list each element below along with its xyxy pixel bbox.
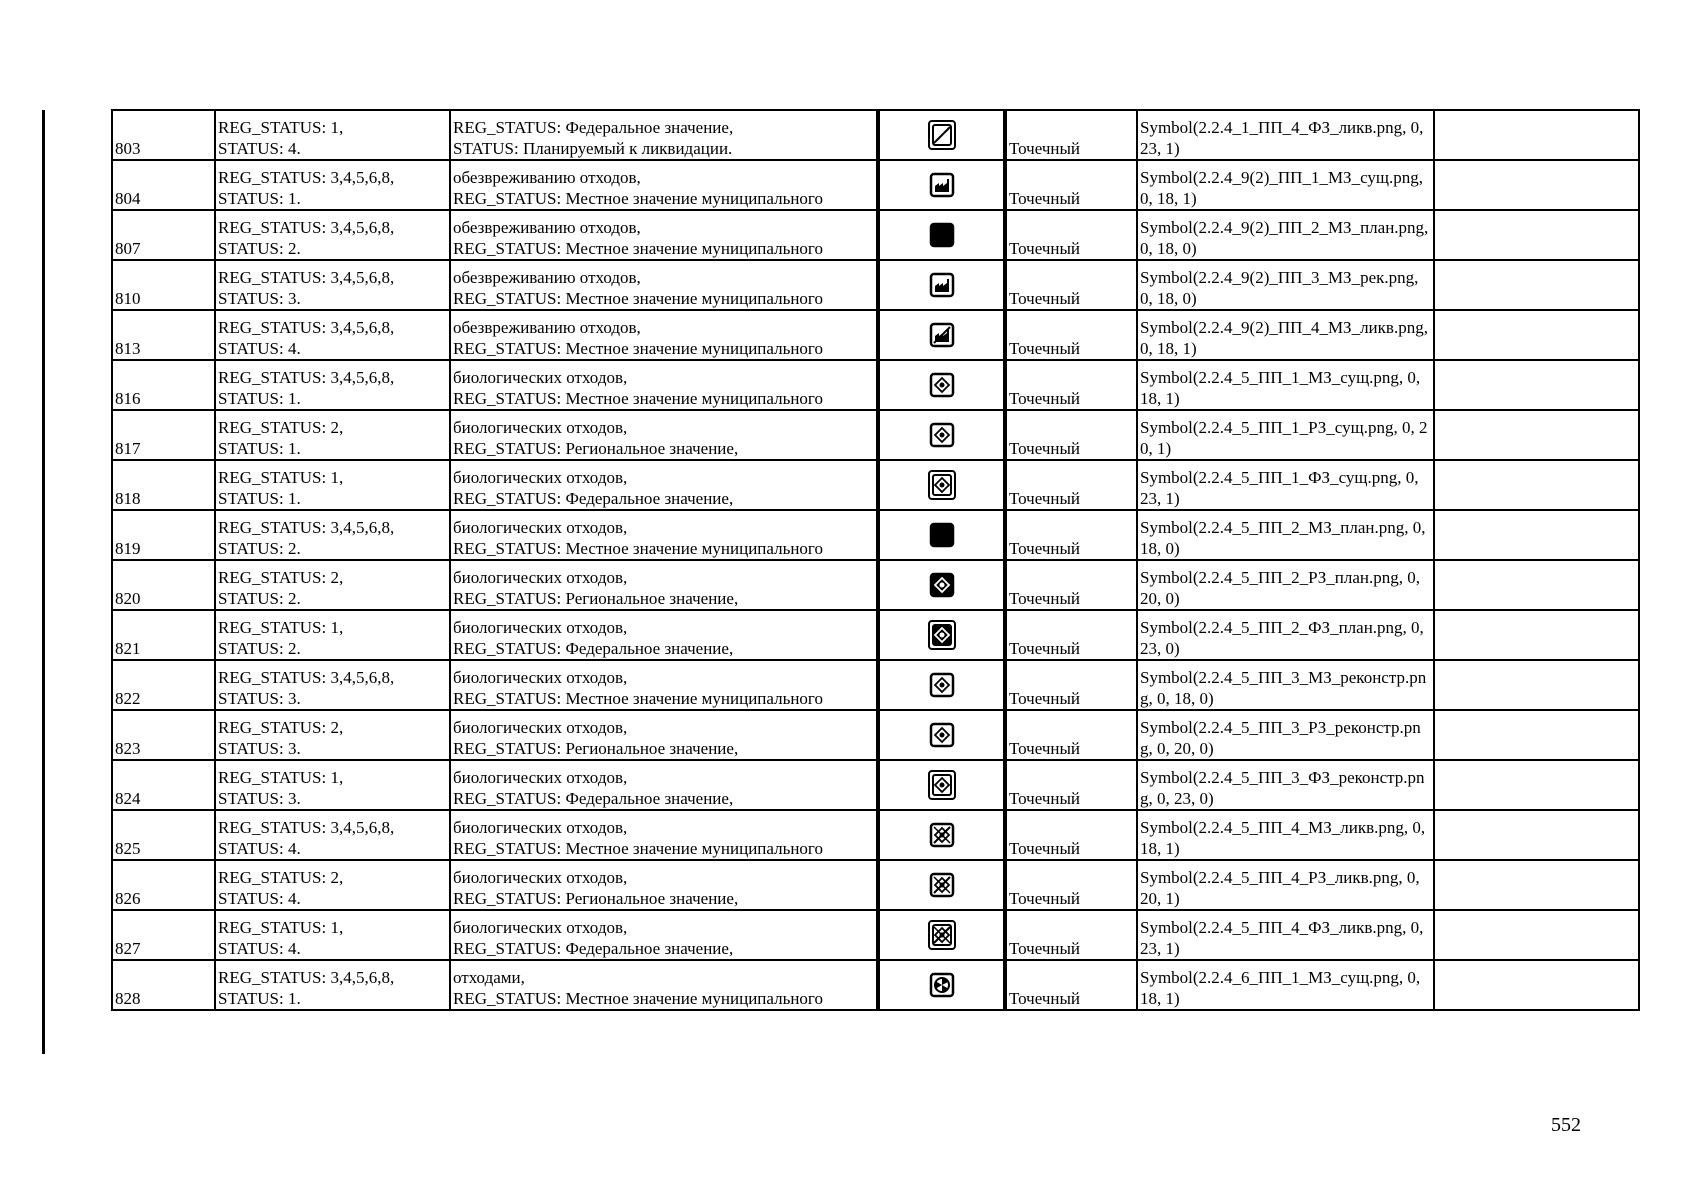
solid-framed-diamond-icon [927, 620, 957, 650]
description-line: биологических отходов, [453, 868, 628, 887]
factory-cross-square-icon [927, 320, 957, 350]
row-code-cell: 820 [112, 560, 215, 610]
row-description-cell [450, 460, 878, 510]
table-row [112, 310, 1639, 360]
row-reg-status-cell [215, 910, 450, 960]
row-code-cell: 821 [112, 610, 215, 660]
row-description-cell [450, 410, 878, 460]
row-geometry-type-cell: Точечный [1005, 110, 1137, 160]
row-symbol-cell [878, 160, 1005, 210]
reg-status-line: STATUS: 4. [218, 839, 301, 858]
description-line: REG_STATUS: Местное значение муниципального [453, 689, 823, 708]
row-symbol-function-cell: Symbol(2.2.4_6_ПП_1_МЗ_сущ.png, 0, 18, 1) [1137, 960, 1434, 1010]
row-reg-status-cell [215, 710, 450, 760]
row-empty-cell [1434, 810, 1639, 860]
description-line: REG_STATUS: Региональное значение, [453, 439, 739, 458]
table-row [112, 160, 1639, 210]
row-symbol-function-cell: Symbol(2.2.4_5_ПП_2_МЗ_план.png, 0, 18, 0) [1137, 510, 1434, 560]
row-symbol-function-cell: Symbol(2.2.4_5_ПП_1_ФЗ_сущ.png, 0, 23, 1) [1137, 460, 1434, 510]
reg-status-line: STATUS: 2. [218, 639, 301, 658]
reg-status-line: REG_STATUS: 3,4,5,6,8, [218, 368, 395, 387]
framed-diamond-cross-icon [927, 920, 957, 950]
reg-status-line: STATUS: 1. [218, 439, 301, 458]
description-line: REG_STATUS: Местное значение муниципального [453, 189, 823, 208]
row-empty-cell [1434, 610, 1639, 660]
framed-cross-square-icon [927, 120, 957, 150]
reg-status-line: REG_STATUS: 1, [218, 768, 344, 787]
description-line: биологических отходов, [453, 368, 628, 387]
row-geometry-type-cell: Точечный [1005, 210, 1137, 260]
row-description-cell [450, 310, 878, 360]
row-description-cell [450, 810, 878, 860]
row-description-cell [450, 660, 878, 710]
radiation-square-icon [927, 970, 957, 1000]
row-symbol-cell [878, 510, 1005, 560]
reg-status-line: REG_STATUS: 3,4,5,6,8, [218, 218, 395, 237]
reg-status-line: REG_STATUS: 3,4,5,6,8, [218, 168, 395, 187]
row-symbol-function-cell: Symbol(2.2.4_9(2)_ПП_3_МЗ_рек.png, 0, 18, 0) [1137, 260, 1434, 310]
reg-status-line: STATUS: 2. [218, 589, 301, 608]
diamond-cross-square-icon [927, 820, 957, 850]
row-symbol-function-cell: Symbol(2.2.4_9(2)_ПП_1_МЗ_сущ.png, 0, 18, 1) [1137, 160, 1434, 210]
row-symbol-cell [878, 910, 1005, 960]
table-row [112, 510, 1639, 560]
factory-square-icon [927, 170, 957, 200]
table-row [112, 460, 1639, 510]
row-symbol-cell [878, 210, 1005, 260]
description-line: REG_STATUS: Региональное значение, [453, 589, 739, 608]
row-code-cell: 803 [112, 110, 215, 160]
row-geometry-type-cell: Точечный [1005, 760, 1137, 810]
description-line: биологических отходов, [453, 468, 628, 487]
reg-status-line: REG_STATUS: 3,4,5,6,8, [218, 968, 395, 987]
row-description-cell [450, 110, 878, 160]
row-code-cell: 807 [112, 210, 215, 260]
row-symbol-cell [878, 260, 1005, 310]
row-reg-status-cell [215, 210, 450, 260]
row-code-cell: 810 [112, 260, 215, 310]
reg-status-line: STATUS: 4. [218, 139, 301, 158]
description-line: обезвреживанию отходов, [453, 168, 641, 187]
table-row [112, 660, 1639, 710]
row-description-cell [450, 160, 878, 210]
row-reg-status-cell [215, 360, 450, 410]
row-description-cell [450, 510, 878, 560]
description-line: REG_STATUS: Местное значение муниципального [453, 389, 823, 408]
row-description-cell [450, 610, 878, 660]
row-empty-cell [1434, 210, 1639, 260]
row-symbol-cell [878, 860, 1005, 910]
row-symbol-cell [878, 560, 1005, 610]
description-line: REG_STATUS: Местное значение муниципального [453, 539, 823, 558]
description-line: биологических отходов, [453, 818, 628, 837]
row-code-cell: 804 [112, 160, 215, 210]
row-symbol-cell [878, 310, 1005, 360]
row-code-cell: 822 [112, 660, 215, 710]
reg-status-line: STATUS: 1. [218, 489, 301, 508]
description-line: биологических отходов, [453, 668, 628, 687]
row-symbol-cell [878, 960, 1005, 1010]
description-line: обезвреживанию отходов, [453, 268, 641, 287]
row-empty-cell [1434, 710, 1639, 760]
row-empty-cell [1434, 410, 1639, 460]
row-symbol-function-cell: Symbol(2.2.4_5_ПП_1_МЗ_сущ.png, 0, 18, 1) [1137, 360, 1434, 410]
row-empty-cell [1434, 860, 1639, 910]
description-line: REG_STATUS: Региональное значение, [453, 889, 739, 908]
row-geometry-type-cell: Точечный [1005, 660, 1137, 710]
row-geometry-type-cell: Точечный [1005, 610, 1137, 660]
table-row [112, 810, 1639, 860]
framed-diamond-icon [927, 770, 957, 800]
table-row [112, 710, 1639, 760]
row-code-cell: 817 [112, 410, 215, 460]
table-row [112, 910, 1639, 960]
row-reg-status-cell [215, 410, 450, 460]
reg-status-line: STATUS: 4. [218, 939, 301, 958]
table-row [112, 360, 1639, 410]
diamond-square-icon [927, 370, 957, 400]
reg-status-line: REG_STATUS: 3,4,5,6,8, [218, 668, 395, 687]
reg-status-line: REG_STATUS: 3,4,5,6,8, [218, 318, 395, 337]
table-row [112, 110, 1639, 160]
row-empty-cell [1434, 660, 1639, 710]
row-symbol-function-cell: Symbol(2.2.4_5_ПП_4_ФЗ_ликв.png, 0, 23, 1) [1137, 910, 1434, 960]
page-number: 552 [1551, 1114, 1581, 1136]
row-description-cell [450, 360, 878, 410]
table-row [112, 410, 1639, 460]
row-empty-cell [1434, 910, 1639, 960]
row-empty-cell [1434, 110, 1639, 160]
row-reg-status-cell [215, 960, 450, 1010]
row-symbol-cell [878, 810, 1005, 860]
row-code-cell: 813 [112, 310, 215, 360]
reg-status-line: REG_STATUS: 3,4,5,6,8, [218, 268, 395, 287]
description-line: REG_STATUS: Федеральное значение, [453, 489, 734, 508]
row-reg-status-cell [215, 860, 450, 910]
reg-status-line: STATUS: 2. [218, 539, 301, 558]
row-empty-cell [1434, 310, 1639, 360]
reg-status-line: STATUS: 1. [218, 989, 301, 1008]
margin-rule [42, 110, 45, 1054]
description-line: REG_STATUS: Местное значение муниципального [453, 289, 823, 308]
description-line: биологических отходов, [453, 568, 628, 587]
row-symbol-function-cell: Symbol(2.2.4_5_ПП_3_РЗ_реконстр.png, 0, 20, 0) [1137, 710, 1434, 760]
description-line: биологических отходов, [453, 718, 628, 737]
row-geometry-type-cell: Точечный [1005, 460, 1137, 510]
row-geometry-type-cell: Точечный [1005, 860, 1137, 910]
reg-status-line: REG_STATUS: 1, [218, 918, 344, 937]
description-line: REG_STATUS: Местное значение муниципального [453, 239, 823, 258]
reg-status-line: STATUS: 1. [218, 189, 301, 208]
row-empty-cell [1434, 360, 1639, 410]
description-line: обезвреживанию отходов, [453, 318, 641, 337]
row-symbol-function-cell: Symbol(2.2.4_5_ПП_1_РЗ_сущ.png, 0, 20, 1) [1137, 410, 1434, 460]
reg-status-line: STATUS: 4. [218, 339, 301, 358]
row-code-cell: 819 [112, 510, 215, 560]
table-row [112, 860, 1639, 910]
description-line: REG_STATUS: Федеральное значение, [453, 789, 734, 808]
factory-square-icon [927, 270, 957, 300]
row-description-cell [450, 760, 878, 810]
row-empty-cell [1434, 460, 1639, 510]
row-symbol-function-cell: Symbol(2.2.4_5_ПП_4_РЗ_ликв.png, 0, 20, 1) [1137, 860, 1434, 910]
diamond-cross-square-icon [927, 870, 957, 900]
row-geometry-type-cell: Точечный [1005, 710, 1137, 760]
reg-status-line: REG_STATUS: 2, [218, 568, 344, 587]
diamond-square-icon [927, 720, 957, 750]
description-line: REG_STATUS: Местное значение муниципального [453, 839, 823, 858]
table-row [112, 760, 1639, 810]
description-line: отходами, [453, 968, 525, 987]
row-reg-status-cell [215, 760, 450, 810]
description-line: биологических отходов, [453, 518, 628, 537]
row-symbol-function-cell: Symbol(2.2.4_9(2)_ПП_2_МЗ_план.png, 0, 18, 0) [1137, 210, 1434, 260]
row-reg-status-cell [215, 510, 450, 560]
row-code-cell: 826 [112, 860, 215, 910]
table-row [112, 560, 1639, 610]
row-empty-cell [1434, 960, 1639, 1010]
reg-status-line: REG_STATUS: 2, [218, 418, 344, 437]
row-code-cell: 827 [112, 910, 215, 960]
row-symbol-function-cell: Symbol(2.2.4_5_ПП_3_ФЗ_реконстр.png, 0, 23, 0) [1137, 760, 1434, 810]
table-row [112, 960, 1639, 1010]
framed-diamond-icon [927, 470, 957, 500]
row-symbol-cell [878, 610, 1005, 660]
description-line: биологических отходов, [453, 918, 628, 937]
row-geometry-type-cell: Точечный [1005, 160, 1137, 210]
row-reg-status-cell [215, 660, 450, 710]
row-description-cell [450, 260, 878, 310]
diamond-square-icon [927, 420, 957, 450]
row-geometry-type-cell: Точечный [1005, 310, 1137, 360]
row-geometry-type-cell: Точечный [1005, 810, 1137, 860]
description-line: REG_STATUS: Местное значение муниципального [453, 339, 823, 358]
reg-status-line: REG_STATUS: 2, [218, 718, 344, 737]
row-geometry-type-cell: Точечный [1005, 510, 1137, 560]
row-geometry-type-cell: Точечный [1005, 360, 1137, 410]
description-line: REG_STATUS: Федеральное значение, [453, 118, 734, 137]
reg-status-line: REG_STATUS: 3,4,5,6,8, [218, 518, 395, 537]
table-row [112, 210, 1639, 260]
description-line: биологических отходов, [453, 418, 628, 437]
row-description-cell [450, 560, 878, 610]
reg-status-line: REG_STATUS: 1, [218, 468, 344, 487]
row-reg-status-cell [215, 560, 450, 610]
row-empty-cell [1434, 560, 1639, 610]
solid-diamond-square-icon [927, 570, 957, 600]
row-geometry-type-cell: Точечный [1005, 560, 1137, 610]
row-symbol-function-cell: Symbol(2.2.4_5_ПП_2_РЗ_план.png, 0, 20, 0) [1137, 560, 1434, 610]
diamond-square-icon [927, 670, 957, 700]
row-code-cell: 816 [112, 360, 215, 410]
row-description-cell [450, 710, 878, 760]
symbol-table [111, 109, 1640, 1011]
row-symbol-cell [878, 410, 1005, 460]
row-symbol-function-cell: Symbol(2.2.4_5_ПП_3_МЗ_реконстр.png, 0, 18, 0) [1137, 660, 1434, 710]
row-empty-cell [1434, 510, 1639, 560]
row-reg-status-cell [215, 810, 450, 860]
description-line: биологических отходов, [453, 618, 628, 637]
table-row [112, 610, 1639, 660]
solid-square-icon [927, 520, 957, 550]
row-code-cell: 828 [112, 960, 215, 1010]
reg-status-line: REG_STATUS: 3,4,5,6,8, [218, 818, 395, 837]
symbol-table-body [112, 110, 1639, 1010]
reg-status-line: STATUS: 3. [218, 739, 301, 758]
description-line: обезвреживанию отходов, [453, 218, 641, 237]
row-geometry-type-cell: Точечный [1005, 910, 1137, 960]
row-empty-cell [1434, 760, 1639, 810]
row-geometry-type-cell: Точечный [1005, 410, 1137, 460]
row-code-cell: 818 [112, 460, 215, 510]
table-row [112, 260, 1639, 310]
row-code-cell: 825 [112, 810, 215, 860]
description-line: STATUS: Планируемый к ликвидации. [453, 139, 733, 158]
row-symbol-cell [878, 710, 1005, 760]
row-empty-cell [1434, 260, 1639, 310]
row-reg-status-cell [215, 160, 450, 210]
row-geometry-type-cell: Точечный [1005, 960, 1137, 1010]
description-line: биологических отходов, [453, 768, 628, 787]
row-description-cell [450, 860, 878, 910]
row-description-cell [450, 210, 878, 260]
solid-square-icon [927, 220, 957, 250]
row-geometry-type-cell: Точечный [1005, 260, 1137, 310]
row-symbol-cell [878, 760, 1005, 810]
row-empty-cell [1434, 160, 1639, 210]
row-symbol-function-cell: Symbol(2.2.4_9(2)_ПП_4_МЗ_ликв.png, 0, 18, 1) [1137, 310, 1434, 360]
row-reg-status-cell [215, 110, 450, 160]
row-reg-status-cell [215, 310, 450, 360]
description-line: REG_STATUS: Федеральное значение, [453, 939, 734, 958]
description-line: REG_STATUS: Федеральное значение, [453, 639, 734, 658]
reg-status-line: REG_STATUS: 1, [218, 618, 344, 637]
description-line: REG_STATUS: Местное значение муниципального [453, 989, 823, 1008]
description-line: REG_STATUS: Региональное значение, [453, 739, 739, 758]
reg-status-line: STATUS: 1. [218, 389, 301, 408]
row-symbol-function-cell: Symbol(2.2.4_5_ПП_4_МЗ_ликв.png, 0, 18, 1) [1137, 810, 1434, 860]
row-description-cell [450, 960, 878, 1010]
row-symbol-cell [878, 360, 1005, 410]
row-reg-status-cell [215, 260, 450, 310]
reg-status-line: STATUS: 3. [218, 289, 301, 308]
row-description-cell [450, 910, 878, 960]
reg-status-line: STATUS: 2. [218, 239, 301, 258]
reg-status-line: STATUS: 3. [218, 789, 301, 808]
row-symbol-cell [878, 110, 1005, 160]
row-symbol-function-cell: Symbol(2.2.4_1_ПП_4_ФЗ_ликв.png, 0, 23, 1) [1137, 110, 1434, 160]
row-code-cell: 824 [112, 760, 215, 810]
reg-status-line: STATUS: 3. [218, 689, 301, 708]
row-reg-status-cell [215, 610, 450, 660]
row-code-cell: 823 [112, 710, 215, 760]
row-symbol-cell [878, 460, 1005, 510]
row-symbol-function-cell: Symbol(2.2.4_5_ПП_2_ФЗ_план.png, 0, 23, 0) [1137, 610, 1434, 660]
reg-status-line: STATUS: 4. [218, 889, 301, 908]
reg-status-line: REG_STATUS: 2, [218, 868, 344, 887]
row-reg-status-cell [215, 460, 450, 510]
reg-status-line: REG_STATUS: 1, [218, 118, 344, 137]
row-symbol-cell [878, 660, 1005, 710]
